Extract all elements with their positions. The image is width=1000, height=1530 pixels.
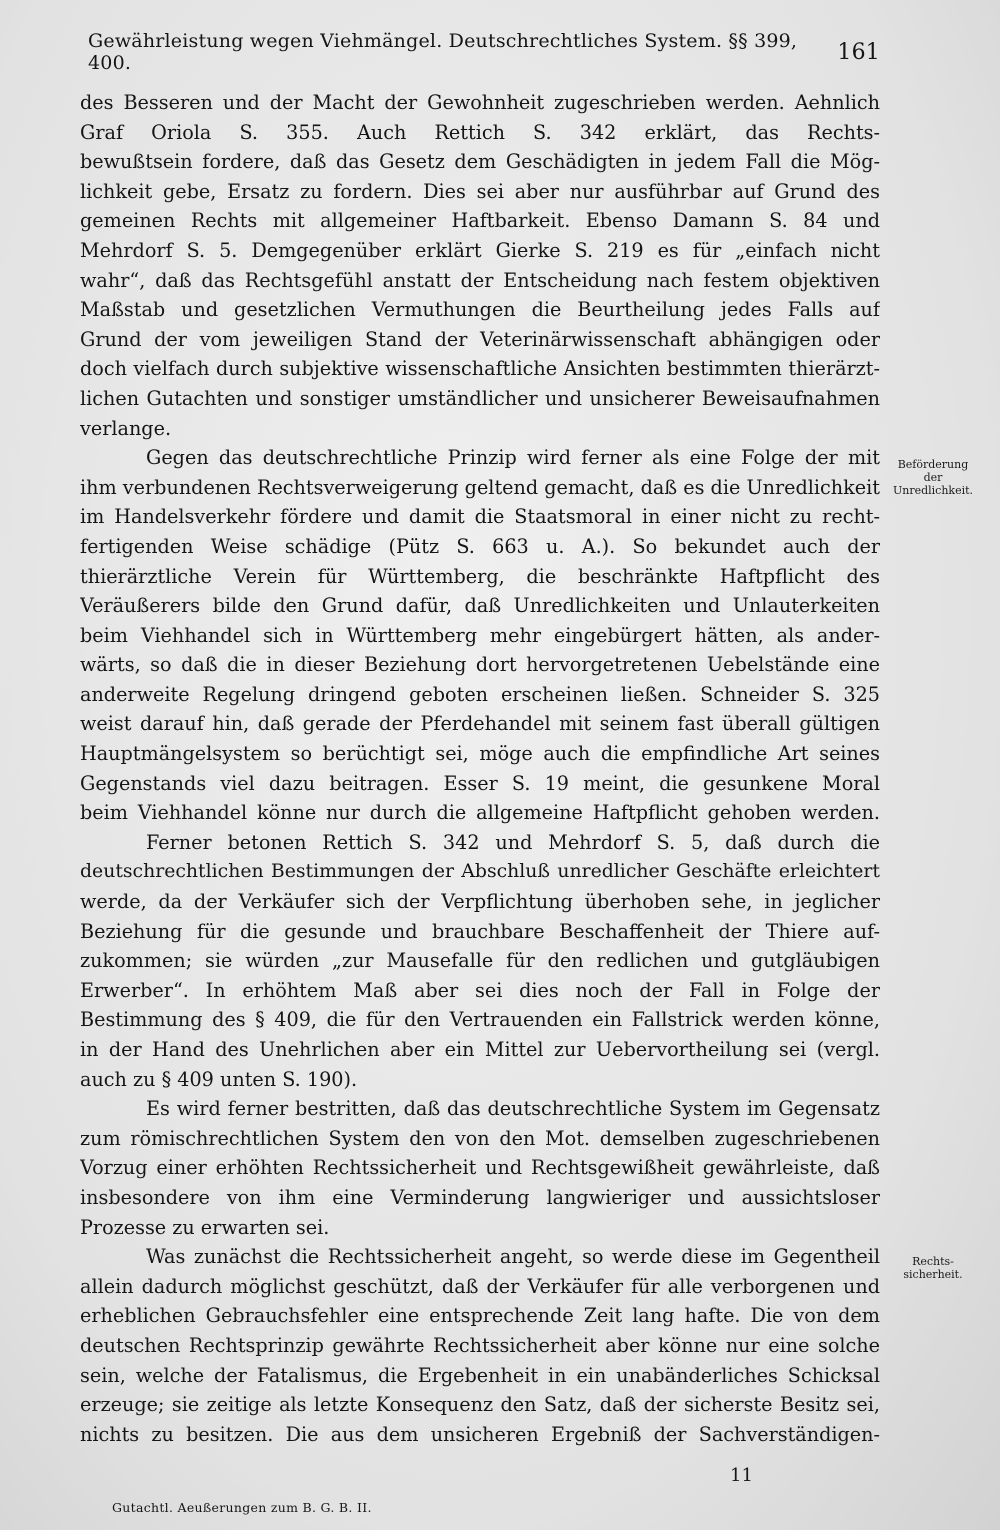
text-line: Maßstab und gesetzlichen Vermuthungen die Beurtheilung jedes Falls auf bbox=[80, 298, 880, 322]
text-line: insbesondere von ihm eine Verminderung langwieriger und aussichtsloser bbox=[80, 1185, 880, 1209]
running-title: Gewährleistung wegen Viehmängel. Deutschrechtliches System. §§ 399, 400. bbox=[88, 30, 798, 74]
text-line: allein dadurch möglichst geschützt, daß der Verkäufer für alle verborgenen und bbox=[80, 1274, 880, 1298]
text-line: in der Hand des Unehrlichen aber ein Mittel zur Uebervortheilung sei (vergl. bbox=[80, 1038, 880, 1061]
text-line: erheblichen Gebrauchsfehler eine entsprechende Zeit lang hafte. Die von dem bbox=[80, 1304, 880, 1328]
text-line: nichts zu besitzen. Die aus dem unsicheren Ergebniß der Sachverständigen- bbox=[80, 1422, 880, 1446]
text-line: wärts, so daß die in dieser Beziehung dort hervorgetretenen Uebelstände eine bbox=[80, 653, 880, 677]
text-line: Prozesse zu erwarten sei. bbox=[80, 1215, 330, 1239]
margin-note-text: Beförderung bbox=[897, 458, 969, 471]
text-line: beim Viehhandel könne nur durch die allgemeine Haftpflicht gehoben werden. bbox=[80, 801, 880, 825]
text-line: sein, welche der Fatalismus, die Ergebenheit in ein unabänderliches Schicksal bbox=[80, 1363, 880, 1387]
text-line: deutschrechtlichen Bestimmungen der Abschluß unredlicher Geschäfte erleichtert bbox=[80, 861, 880, 883]
text-line: ihm verbundenen Rechtsverweigerung geltend gemacht, daß es die Unredlichkeit bbox=[80, 475, 880, 499]
text-line: Graf Oriola S. 355. Auch Rettich S. 342 erklärt, das Rechts- bbox=[80, 120, 880, 144]
text-line: beim Viehhandel sich in Württemberg mehr eingebürgert hätten, als ander- bbox=[80, 623, 880, 647]
text-line: Es wird ferner bestritten, daß das deutschrechtliche System im Gegensatz bbox=[146, 1097, 880, 1121]
text-line: zukommen; sie würden „zur Mausefalle für den redlichen und gutgläubigen bbox=[80, 949, 880, 973]
footer-note: Gutachtl. Aeußerungen zum B. G. B. II. bbox=[112, 1500, 372, 1515]
text-line: Vorzug einer erhöhten Rechtssicherheit und Rechtsgewißheit gewährleiste, daß bbox=[80, 1156, 880, 1180]
text-line: werde, da der Verkäufer sich der Verpflichtung überhoben sehe, in jeglicher bbox=[80, 890, 880, 914]
text-line: Gegen das deutschrechtliche Prinzip wird ferner als eine Folge der mit bbox=[146, 446, 880, 470]
text-line: lichen Gutachten und sonstiger umständlicher und unsicherer Beweisaufnahmen bbox=[80, 386, 880, 410]
margin-note-text: Unredlichkeit. bbox=[892, 484, 974, 497]
text-line: Was zunächst die Rechtssicherheit angeht, so werde diese im Gegentheil bbox=[146, 1245, 880, 1269]
text-line: Hauptmängelsystem so berüchtigt sei, möge auch die empfindliche Art seines bbox=[80, 742, 880, 766]
text-line: Ferner betonen Rettich S. 342 und Mehrdorf S. 5, daß durch die bbox=[146, 830, 880, 854]
text-line: anderweite Regelung dringend geboten erscheinen ließen. Schneider S. 325 bbox=[80, 682, 880, 706]
text-line: Veräußerers bilde den Grund dafür, daß Unredlichkeiten und Unlauterkeiten bbox=[80, 594, 880, 618]
text-line: bewußtsein fordere, daß das Gesetz dem Geschädigten in jedem Fall die Mög- bbox=[80, 150, 880, 174]
text-line: Mehrdorf S. 5. Demgegenüber erklärt Gierke S. 219 es für „einfach nicht bbox=[80, 238, 880, 262]
body-text bbox=[80, 88, 880, 1449]
text-line: Grund der vom jeweiligen Stand der Veterinärwissenschaft abhängigen oder bbox=[80, 327, 880, 351]
text-line: erzeuge; sie zeitige als letzte Konsequenz den Satz, daß der sicherste Besitz sei, bbox=[80, 1393, 880, 1417]
margin-note-text: sicherheit. bbox=[903, 1268, 963, 1281]
text-line: weist darauf hin, daß gerade der Pferdehandel mit seinem fast überall gültigen bbox=[80, 712, 880, 736]
text-line: Beziehung für die gesunde und brauchbare Beschaffenheit der Thiere auf- bbox=[80, 919, 880, 943]
text-line: des Besseren und der Macht der Gewohnheit zugeschrieben werden. Aehnlich bbox=[80, 91, 880, 114]
margin-note-text: der bbox=[923, 471, 943, 484]
text-line: Erwerber“. In erhöhtem Maß aber sei dies noch der Fall in Folge der bbox=[80, 978, 880, 1002]
running-header bbox=[88, 30, 880, 74]
text-line: lichkeit gebe, Ersatz zu fordern. Dies sei aber nur ausführbar auf Grund des bbox=[80, 179, 880, 203]
text-line: verlange. bbox=[80, 416, 172, 440]
text-line: im Handelsverkehr fördere und damit die Staatsmoral in einer nicht zu recht- bbox=[80, 505, 880, 529]
text-line: deutschen Rechtsprinzip gewährte Rechtssicherheit aber könne nur eine solche bbox=[80, 1333, 880, 1357]
text-line: doch vielfach durch subjektive wissenschaftliche Ansichten bestimmten thierärzt- bbox=[80, 357, 880, 381]
text-line: Bestimmung des § 409, die für den Vertrauenden ein Fallstrick werden könne, bbox=[80, 1008, 880, 1032]
margin-note-text: Rechts- bbox=[912, 1255, 954, 1268]
text-line: Gegenstands viel dazu beitragen. Esser S. 19 meint, die gesunkene Moral bbox=[80, 771, 880, 795]
text-line: fertigenden Weise schädige (Pütz S. 663 u. A.). So bekundet auch der bbox=[80, 534, 880, 558]
text-line: wahr“, daß das Rechtsgefühl anstatt der Entscheidung nach festem objektiven bbox=[80, 268, 880, 292]
text-line: thierärztliche Verein für Württemberg, die beschränkte Haftpflicht des bbox=[80, 564, 880, 588]
text-line: gemeinen Rechts mit allgemeiner Haftbarkeit. Ebenso Damann S. 84 und bbox=[80, 209, 880, 233]
margin-note-rechtssicherheit bbox=[895, 1255, 971, 1281]
text-line: auch zu § 409 unten S. 190). bbox=[80, 1067, 358, 1091]
page-number: 161 bbox=[837, 39, 880, 65]
margin-note-unredlichkeit bbox=[890, 458, 976, 497]
text-line: zum römischrechtlichen System den von den Mot. demselben zugeschriebenen bbox=[80, 1126, 880, 1150]
signature-mark: 11 bbox=[730, 1465, 753, 1486]
